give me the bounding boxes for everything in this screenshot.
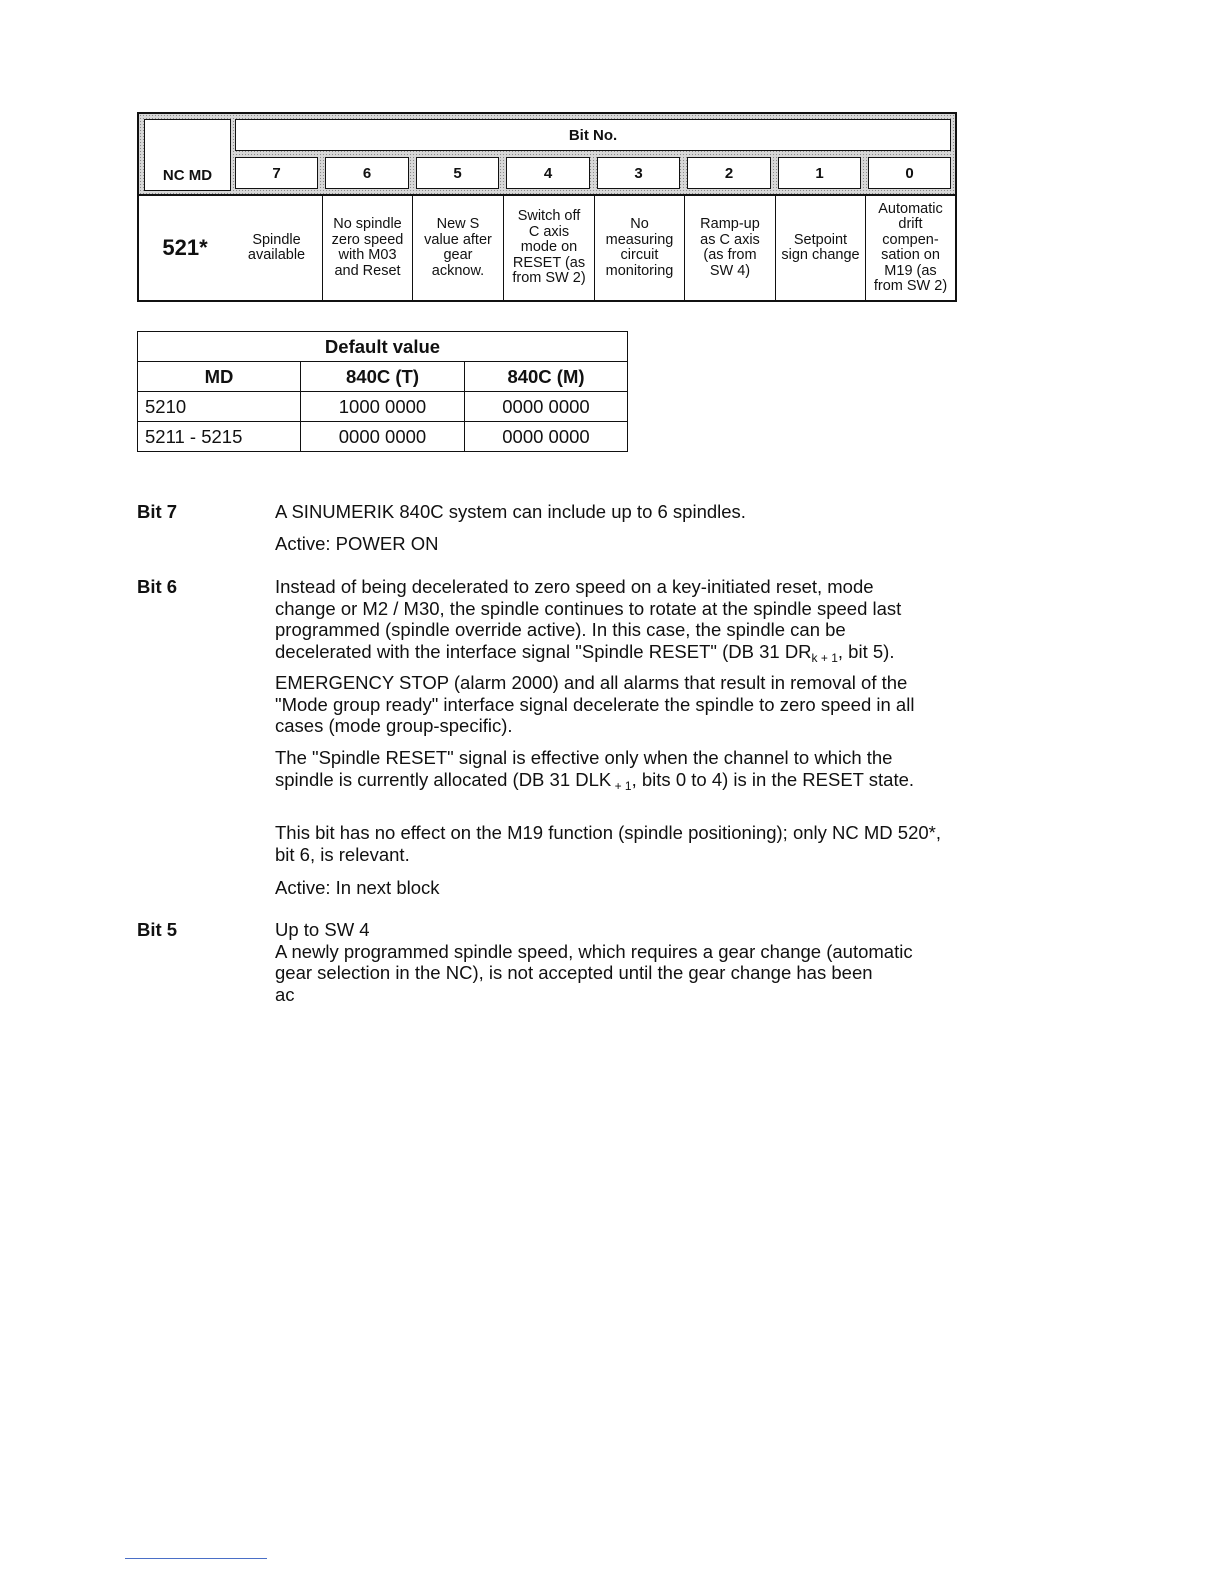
bit-number-5: 5 bbox=[416, 157, 499, 189]
subscript: + 1 bbox=[611, 778, 632, 793]
bit6-text: , bits 0 to 4) is in the RESET state. bbox=[631, 768, 915, 790]
bit6-paragraph-1 bbox=[275, 576, 955, 665]
ncmd-header bbox=[144, 119, 231, 191]
bit7-label: Bit 7 bbox=[137, 501, 178, 522]
bit-description-text: Ramp-up as C axis (as from SW 4) bbox=[700, 216, 760, 279]
bit5-paragraph bbox=[275, 919, 955, 1005]
bit6-label: Bit 6 bbox=[137, 576, 178, 597]
default-value-title: Default value bbox=[138, 332, 628, 362]
bit-description-2 bbox=[684, 196, 775, 300]
bit-description-text: No spindle zero speed with M03 and Reset bbox=[331, 216, 404, 279]
bit-description-4 bbox=[503, 196, 594, 300]
bitno-header bbox=[235, 119, 951, 151]
bit6-paragraph-3 bbox=[275, 747, 955, 793]
cell-840c-t: 0000 0000 bbox=[301, 422, 465, 452]
bit6-line: programmed (spindle override active). In this case, the spindle can be bbox=[275, 619, 846, 640]
bit6-line: Instead of being decelerated to zero speed on a key-initiated reset, mode bbox=[275, 576, 874, 597]
header-840c-m: 840C (M) bbox=[465, 362, 628, 392]
bit7-active: Active: POWER ON bbox=[275, 533, 439, 554]
bitno-header-label: Bit No. bbox=[568, 126, 618, 144]
cell-840c-t: 1000 0000 bbox=[301, 392, 465, 422]
bit-number-2: 2 bbox=[687, 157, 771, 189]
bit-description-text: No measuring circuit monitoring bbox=[605, 216, 674, 279]
bit7-text: A SINUMERIK 840C system can include up to 6 spindles. bbox=[275, 501, 746, 522]
bit-description-text: Spindle available bbox=[247, 231, 306, 263]
bit6-text: The "Spindle RESET" signal is effective only when the channel to which the spindle is currently allocated (DB 31 DLK bbox=[275, 747, 893, 790]
bit-number-6: 6 bbox=[325, 157, 409, 189]
bit-number-1: 1 bbox=[778, 157, 861, 189]
md-number: 521* bbox=[162, 235, 208, 261]
bit-number-3: 3 bbox=[597, 157, 680, 189]
bit6-line: change or M2 / M30, the spindle continues to rotate at the spindle speed last bbox=[275, 597, 902, 619]
header-md: MD bbox=[138, 362, 301, 392]
bit-description-text: Setpoint sign change bbox=[781, 231, 860, 263]
bit6-line-text: , bit 5). bbox=[837, 640, 895, 662]
bit-number-4: 4 bbox=[506, 157, 590, 189]
md-number-cell bbox=[139, 196, 231, 300]
bit-description-1 bbox=[775, 196, 865, 300]
table-row bbox=[138, 422, 628, 452]
bit6-line-text: decelerated with the interface signal "Spindle RESET" (DB 31 DR bbox=[275, 640, 812, 662]
bit-description-5 bbox=[412, 196, 503, 300]
default-value-table bbox=[137, 331, 628, 452]
bit-number-0: 0 bbox=[868, 157, 951, 189]
bit-description-text: Automatic drift compen- sation on M19 (as from SW 2) bbox=[873, 200, 948, 294]
bit-description-7 bbox=[231, 196, 322, 300]
bit-description-0 bbox=[865, 196, 955, 300]
bit6-active: Active: In next block bbox=[275, 877, 440, 898]
bit-description-text: New S value after gear acknow. bbox=[424, 216, 492, 279]
bit6-paragraph-2: EMERGENCY STOP (alarm 2000) and all alarms that result in removal of the "Mode group ready" interface signal decelerate the spindle to zero speed in all cases (mode group-specific). bbox=[275, 672, 915, 736]
bit-description-3 bbox=[594, 196, 684, 300]
bit-table-body bbox=[139, 196, 955, 300]
ncmd-header-label: NC MD bbox=[162, 167, 213, 184]
cell-840c-m: 0000 0000 bbox=[465, 422, 628, 452]
bit5-line: ac bbox=[275, 983, 295, 1005]
bit-number-7: 7 bbox=[235, 157, 318, 189]
bit-description-6 bbox=[322, 196, 412, 300]
bit6-paragraph-4: This bit has no effect on the M19 function (spindle positioning); only NC MD 520*, bit 6, is relevant. bbox=[275, 822, 942, 865]
subscript: k + 1 bbox=[811, 650, 838, 665]
bit5-line: A newly programmed spindle speed, which requires a gear change (automatic bbox=[275, 940, 913, 962]
bit-table-header bbox=[139, 114, 955, 196]
bit5-label: Bit 5 bbox=[137, 919, 178, 940]
bit5-line: gear selection in the NC), is not accepted until the gear change has been bbox=[275, 962, 873, 983]
cell-md: 5210 bbox=[138, 392, 301, 422]
bit-table bbox=[137, 112, 957, 302]
bit6-line bbox=[275, 641, 955, 663]
table-row bbox=[138, 392, 628, 422]
footnote-rule bbox=[125, 1558, 267, 1559]
bit5-line: Up to SW 4 bbox=[275, 919, 370, 940]
header-840c-t: 840C (T) bbox=[301, 362, 465, 392]
cell-md: 5211 - 5215 bbox=[138, 422, 301, 452]
cell-840c-m: 0000 0000 bbox=[465, 392, 628, 422]
bit-description-text: Switch off C axis mode on RESET (as from SW 2) bbox=[512, 208, 586, 287]
